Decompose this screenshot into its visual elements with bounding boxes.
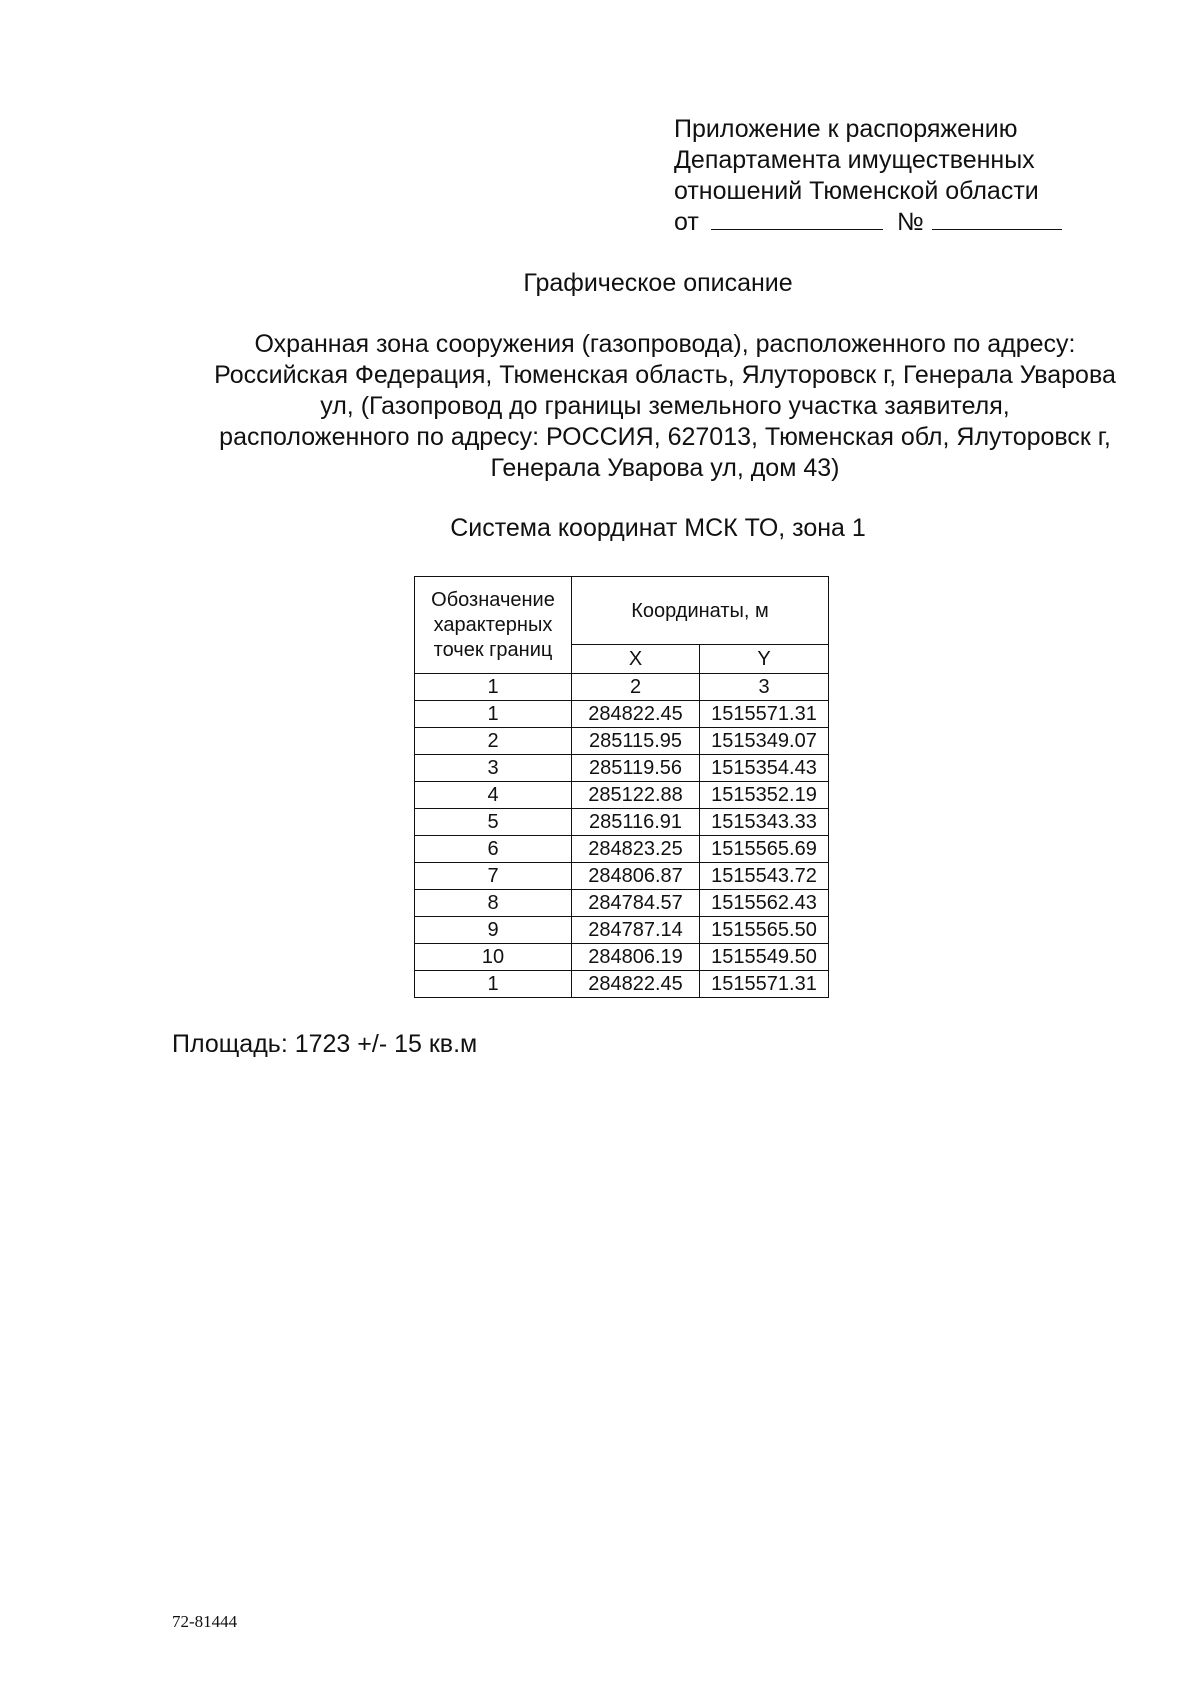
y-cell: 1515565.69	[700, 836, 829, 863]
point-cell: 10	[415, 944, 572, 971]
y-cell: 1515549.50	[700, 944, 829, 971]
x-cell: 284806.87	[572, 863, 700, 890]
table-row	[415, 836, 829, 863]
appendix-block	[674, 114, 1062, 238]
table-row	[415, 809, 829, 836]
appendix-date-number-line	[674, 207, 1062, 238]
point-cell: 1	[415, 701, 572, 728]
x-cell: 285115.95	[572, 728, 700, 755]
coordinates-table	[414, 576, 829, 998]
designation-header	[415, 577, 572, 674]
x-cell: 285116.91	[572, 809, 700, 836]
y-cell: 1515352.19	[700, 782, 829, 809]
designation-header-line-1: Обозначение	[431, 588, 555, 611]
table-row	[415, 755, 829, 782]
area-value: Площадь: 1723 +/- 15 кв.м	[172, 1030, 478, 1058]
table-row	[415, 971, 829, 998]
x-cell: 284823.25	[572, 836, 700, 863]
column-number-2: 2	[572, 674, 700, 701]
coordinates-table-body	[415, 701, 829, 998]
y-cell: 1515565.50	[700, 917, 829, 944]
appendix-line-3: отношений Тюменской области	[674, 177, 1039, 205]
appendix-line-2: Департамента имущественных	[674, 146, 1035, 174]
table-row	[415, 890, 829, 917]
table-row	[415, 944, 829, 971]
x-cell: 285119.56	[572, 755, 700, 782]
y-cell: 1515571.31	[700, 971, 829, 998]
point-cell: 7	[415, 863, 572, 890]
y-cell: 1515343.33	[700, 809, 829, 836]
description-line-1: Охранная зона сооружения (газопровода), расположенного по адресу:	[254, 330, 1076, 358]
column-number-1: 1	[415, 674, 572, 701]
table-row	[415, 863, 829, 890]
x-cell: 284822.45	[572, 971, 700, 998]
x-header: X	[572, 645, 700, 674]
date-blank	[711, 207, 883, 230]
designation-header-line-2: характерных	[433, 613, 553, 636]
x-cell: 284822.45	[572, 701, 700, 728]
description-line-4: расположенного по адресу: РОССИЯ, 627013, Тюменская обл, Ялуторовск г,	[219, 423, 1111, 451]
document-title: Графическое описание	[523, 269, 793, 297]
y-cell: 1515562.43	[700, 890, 829, 917]
description-line-5: Генерала Уварова ул, дом 43)	[490, 454, 840, 482]
point-cell: 5	[415, 809, 572, 836]
designation-header-line-3: точек границ	[433, 638, 553, 661]
number-label: №	[896, 208, 924, 236]
y-cell: 1515571.31	[700, 701, 829, 728]
point-cell: 8	[415, 890, 572, 917]
point-cell: 6	[415, 836, 572, 863]
number-blank	[932, 207, 1062, 230]
table-row	[415, 917, 829, 944]
point-cell: 9	[415, 917, 572, 944]
description-line-3: ул, (Газопровод до границы земельного участка заявителя,	[320, 392, 1010, 420]
appendix-line-1: Приложение к распоряжению	[674, 115, 1018, 143]
point-cell: 1	[415, 971, 572, 998]
x-cell: 284806.19	[572, 944, 700, 971]
document-id: 72-81444	[172, 1612, 238, 1631]
y-header: Y	[700, 645, 829, 674]
coordinate-system-label: Система координат МСК ТО, зона 1	[450, 514, 866, 542]
zone-description	[186, 329, 1144, 484]
y-cell: 1515543.72	[700, 863, 829, 890]
table-row	[415, 701, 829, 728]
y-cell: 1515354.43	[700, 755, 829, 782]
from-label: от	[674, 208, 699, 236]
table-row	[415, 728, 829, 755]
column-number-3: 3	[700, 674, 829, 701]
x-cell: 284784.57	[572, 890, 700, 917]
point-cell: 4	[415, 782, 572, 809]
description-line-2: Российская Федерация, Тюменская область, Ялуторовск г, Генерала Уварова	[214, 361, 1116, 389]
point-cell: 2	[415, 728, 572, 755]
coordinates-header: Координаты, м	[572, 577, 829, 645]
point-cell: 3	[415, 755, 572, 782]
x-cell: 285122.88	[572, 782, 700, 809]
table-row	[415, 782, 829, 809]
y-cell: 1515349.07	[700, 728, 829, 755]
x-cell: 284787.14	[572, 917, 700, 944]
